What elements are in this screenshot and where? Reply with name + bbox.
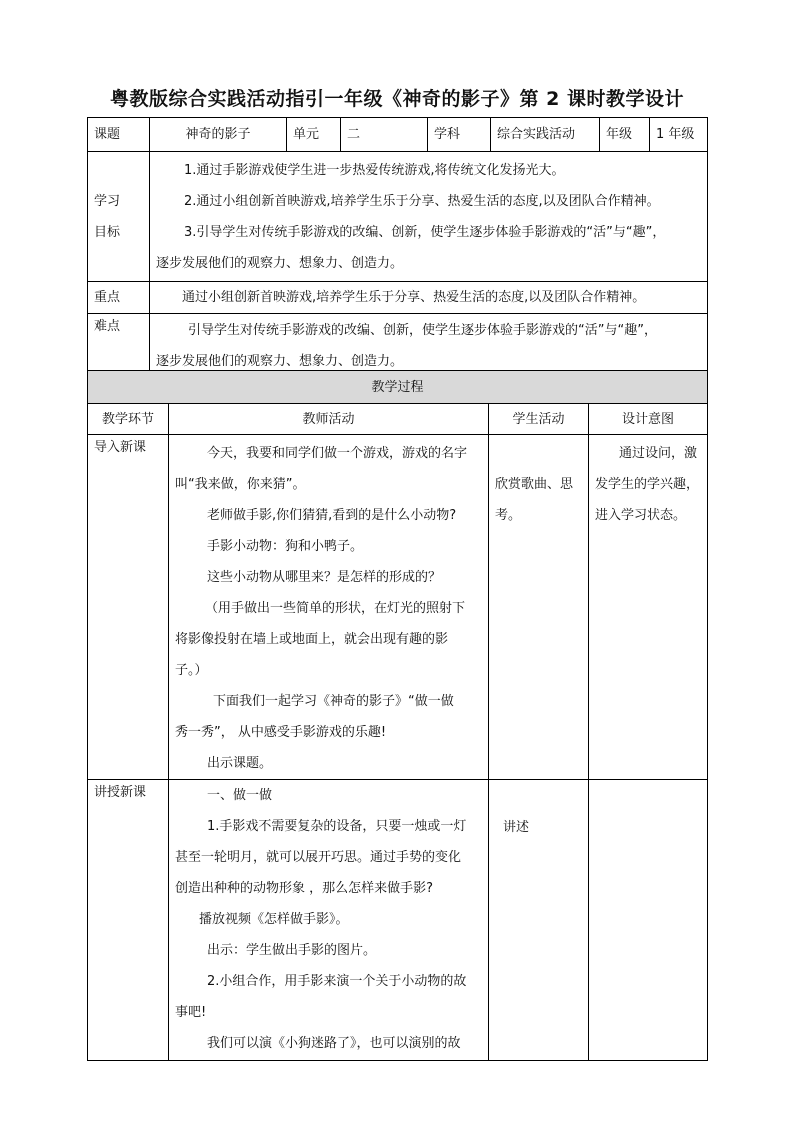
stage-intro: 导入新课 (88, 435, 169, 780)
process-row-intro (88, 435, 708, 780)
student-intro (489, 435, 589, 780)
difficulty-content (150, 314, 708, 378)
col-teacher: 教师活动 (169, 404, 489, 435)
teacher-line: 创造出种种的动物形象 ，那么怎样来做手影? (175, 881, 434, 896)
unit-value: 二 (341, 118, 428, 152)
intent-line: 通过设问，激 (619, 446, 698, 461)
teacher-teaching (169, 780, 489, 1061)
teacher-line: 下面我们一起学习《神奇的影子》“做一做 (213, 694, 454, 709)
intent-teaching (589, 780, 708, 1061)
intent-line: 发学生的学兴趣， (595, 477, 700, 492)
student-teaching (489, 780, 589, 1061)
topic-label: 课题 (88, 118, 150, 152)
teacher-line: 将影像投射在墙上或地面上，就会出现有趣的影 (175, 632, 449, 647)
stage-teaching: 讲授新课 (88, 780, 169, 1061)
info-table (87, 117, 708, 378)
teacher-line: 老师做手影,你们猜猜,看到的是什么小动物? (207, 508, 457, 523)
teacher-line: 我们可以演《小狗迷路了》，也可以演别的故 (207, 1036, 461, 1051)
document-title: 粤教版综合实践活动指引一年级《神奇的影子》第 2 课时教学设计 (110, 88, 684, 110)
objectives-content (150, 152, 708, 282)
process-header-row (88, 371, 708, 404)
process-table (87, 370, 708, 1061)
subject-label: 学科 (428, 118, 491, 152)
teacher-line: 叫“我来做，你来猜”。 (175, 477, 306, 492)
col-intent: 设计意图 (589, 404, 708, 435)
objectives-label (88, 152, 150, 282)
objective-line: 逐步发展他们的观察力、想象力、创造力。 (156, 256, 404, 271)
teacher-line: 出示课题。 (207, 756, 273, 771)
teacher-line: 1.手影戏不需要复杂的设备，只要一烛或一灯 (207, 819, 467, 834)
teacher-line: 一、做一做 (207, 788, 273, 803)
intent-intro (589, 435, 708, 780)
unit-label: 单元 (287, 118, 341, 152)
student-line: 讲述 (503, 820, 530, 835)
teacher-line: 出示：学生做出手影的图片。 (207, 943, 377, 958)
objective-line: 3.引导学生对传统手影游戏的改编、创新，使学生逐步体验手影游戏的“活”与“趣”， (184, 225, 666, 240)
teacher-line: 今天，我要和同学们做一个游戏，游戏的名字 (207, 446, 468, 461)
difficulty-line: 逐步发展他们的观察力、想象力、创造力。 (156, 353, 404, 369)
process-columns-row (88, 404, 708, 435)
topic-value: 神奇的影子 (150, 118, 287, 152)
keypoint-label: 重点 (88, 282, 150, 314)
info-row (88, 118, 708, 152)
student-line: 考。 (495, 508, 522, 523)
difficulty-line: 引导学生对传统手影游戏的改编、创新，使学生逐步体验手影游戏的“活”与“趣”， (188, 322, 657, 338)
objective-line: 1.通过手影游戏使学生进一步热爱传统游戏,将传统文化发扬光大。 (184, 163, 565, 178)
teacher-line: 甚至一轮明月，就可以展开巧思。通过手势的变化 (175, 850, 462, 865)
teacher-line: 2.小组合作，用手影来演一个关于小动物的故 (207, 974, 467, 989)
teacher-line: 播放视频《怎样做手影》。 (199, 912, 349, 927)
teacher-line: 事吧! (175, 1005, 207, 1020)
col-student: 学生活动 (489, 404, 589, 435)
keypoint-row (88, 282, 708, 314)
subject-value: 综合实践活动 (491, 118, 600, 152)
teacher-line: （用手做出一些简单的形状，在灯光的照射下 (205, 601, 466, 616)
process-row-teaching (88, 780, 708, 1061)
intent-line: 进入学习状态。 (595, 508, 687, 523)
objectives-row (88, 152, 708, 282)
difficulty-label: 难点 (88, 314, 150, 378)
teacher-line: 子。） (175, 663, 208, 678)
student-line: 欣赏歌曲、思 (495, 477, 574, 492)
difficulty-row (88, 314, 708, 378)
teacher-line: 手影小动物：狗和小鸭子。 (207, 539, 364, 554)
objectives-label-line: 学习 (94, 193, 121, 209)
objectives-label-line: 目标 (94, 224, 121, 240)
col-stage: 教学环节 (88, 404, 169, 435)
keypoint-text: 通过小组创新首映游戏,培养学生乐于分享、热爱生活的态度,以及团队合作精神。 (150, 282, 708, 314)
grade-label: 年级 (600, 118, 650, 152)
teacher-intro (169, 435, 489, 780)
process-header: 教学过程 (88, 371, 708, 404)
teacher-line: 秀一秀”， 从中感受手影游戏的乐趣! (175, 725, 387, 740)
grade-value: 1 年级 (650, 118, 708, 152)
teacher-line: 这些小动物从哪里来？是怎样的形成的？ (207, 570, 442, 585)
objective-line: 2.通过小组创新首映游戏,培养学生乐于分享、热爱生活的态度,以及团队合作精神。 (184, 194, 660, 209)
